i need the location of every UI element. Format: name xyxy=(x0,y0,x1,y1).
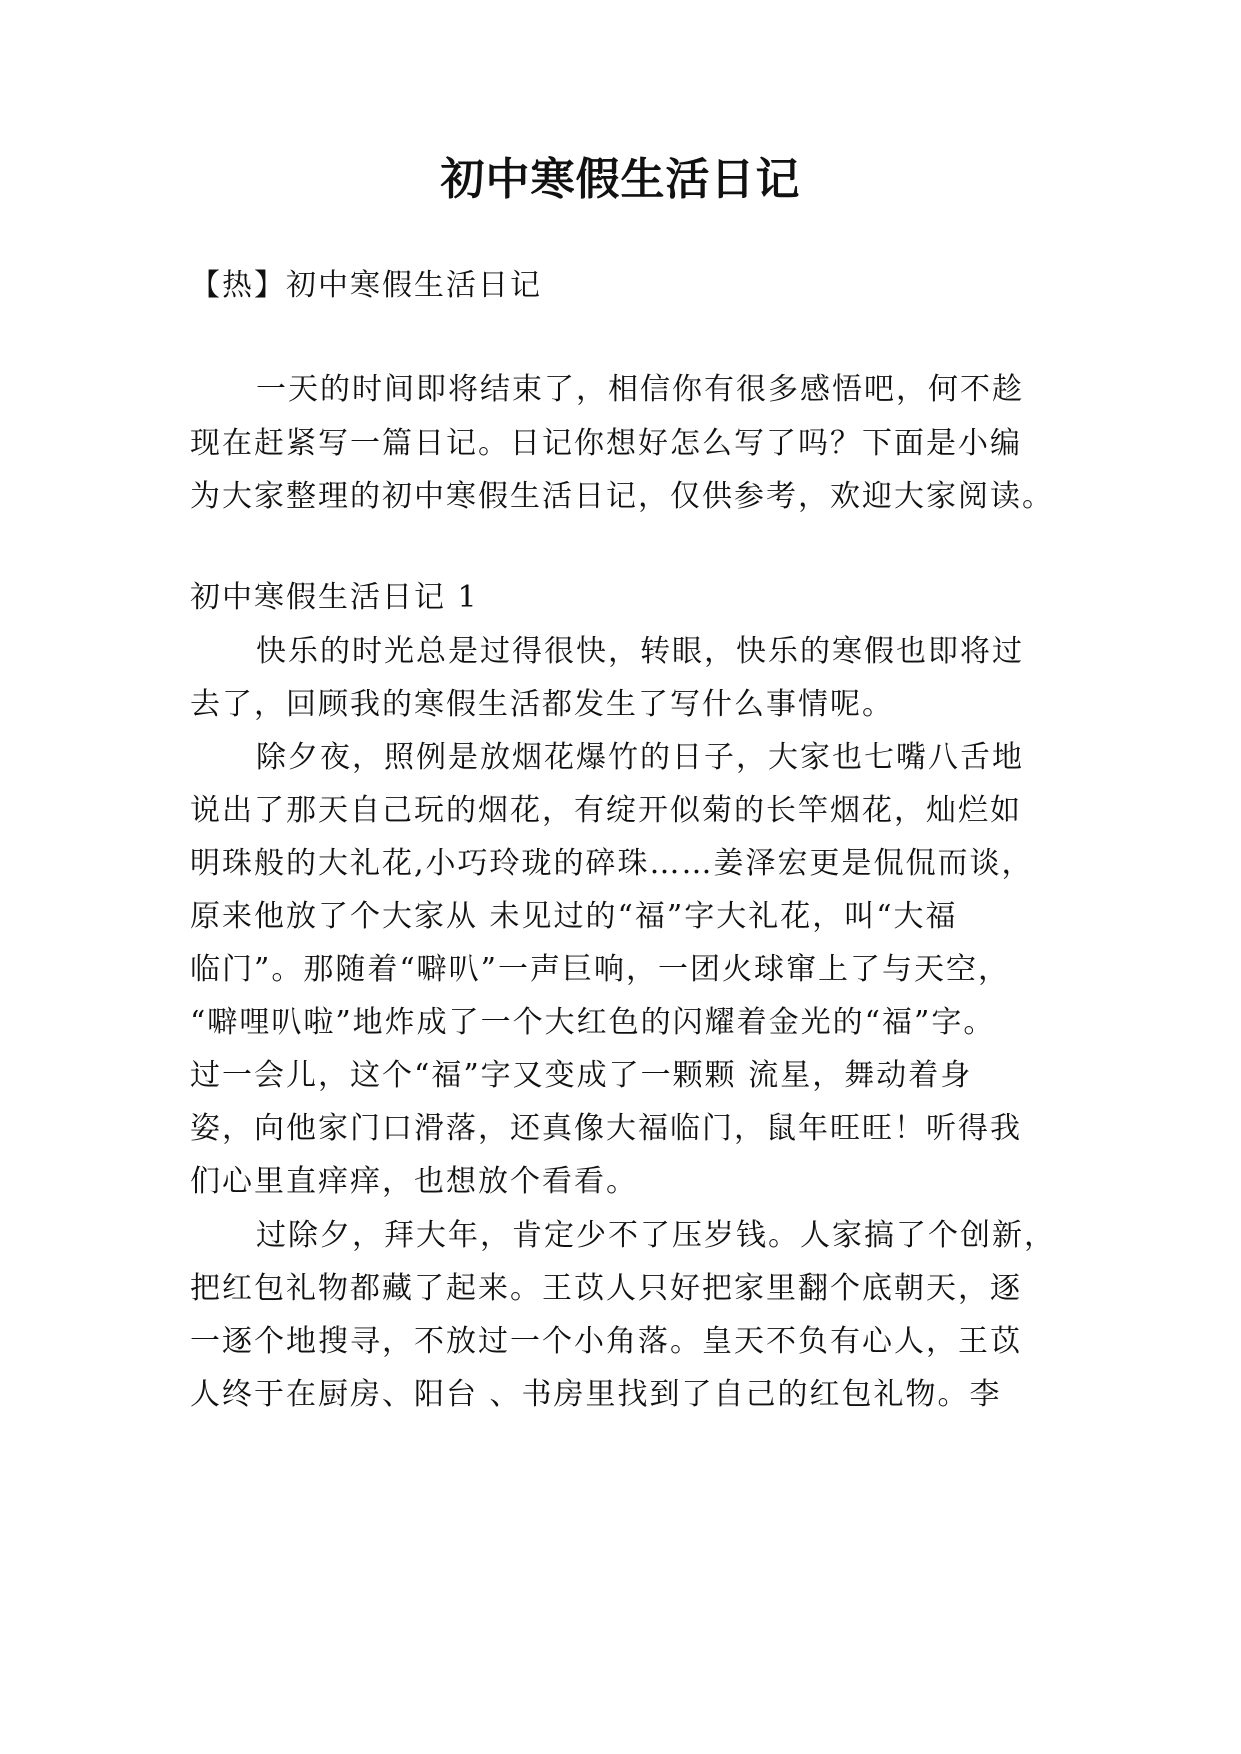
body-line: 说出了那天自己玩的烟花，有绽开似菊的长竿烟花，灿烂如 xyxy=(190,793,1022,828)
body-line: 去了，回顾我的寒假生活都发生了写什么事情呢。 xyxy=(190,687,894,722)
intro-line: 为大家整理的初中寒假生活日记，仅供参考，欢迎大家阅读。 xyxy=(190,479,1054,514)
intro-line: 一天的时间即将结束了，相信你有很多感悟吧，何不趁 xyxy=(256,372,1024,407)
body-line: 一逐个地搜寻，不放过一个小角落。皇天不负有心人，王苡 xyxy=(190,1324,1022,1359)
body-line: 们心里直痒痒，也想放个看看。 xyxy=(190,1164,638,1199)
body-line: 人终于在厨房、阳台 、书房里找到了自己的红包礼物。李 xyxy=(190,1377,1002,1412)
body-line: 快乐的时光总是过得很快，转眼，快乐的寒假也即将过 xyxy=(256,634,1024,669)
body-line: 临门”。那随着“噼叭”一声巨响，一团火球窜上了与天空， xyxy=(190,952,1011,987)
body-line: 过一会儿，这个“福”字又变成了一颗颗 流星，舞动着身 xyxy=(190,1058,973,1093)
document-title: 初中寒假生活日记 xyxy=(440,154,801,205)
intro-line: 现在赶紧写一篇日记。日记你想好怎么写了吗？下面是小编 xyxy=(190,426,1022,461)
body-line: 姿，向他家门口滑落，还真像大福临门，鼠年旺旺！听得我 xyxy=(190,1111,1022,1146)
body-line: 原来他放了个大家从 未见过的“福”字大礼花，叫“大福 xyxy=(190,899,958,934)
body-line: 把红包礼物都藏了起来。王苡人只好把家里翻个底朝天，逐 xyxy=(190,1271,1022,1306)
body-line: “噼哩叭啦”地炸成了一个大红色的闪耀着金光的“福”字。 xyxy=(190,1005,996,1040)
body-line: 明珠般的大礼花,小巧玲珑的碎珠……姜泽宏更是侃侃而谈， xyxy=(190,846,1034,881)
document-subtitle: 【热】初中寒假生活日记 xyxy=(190,268,542,303)
body-line: 过除夕，拜大年，肯定少不了压岁钱。人家搞了个创新， xyxy=(256,1218,1056,1253)
body-line: 除夕夜，照例是放烟花爆竹的日子，大家也七嘴八舌地 xyxy=(256,740,1024,775)
section-heading: 初中寒假生活日记 1 xyxy=(190,580,479,615)
